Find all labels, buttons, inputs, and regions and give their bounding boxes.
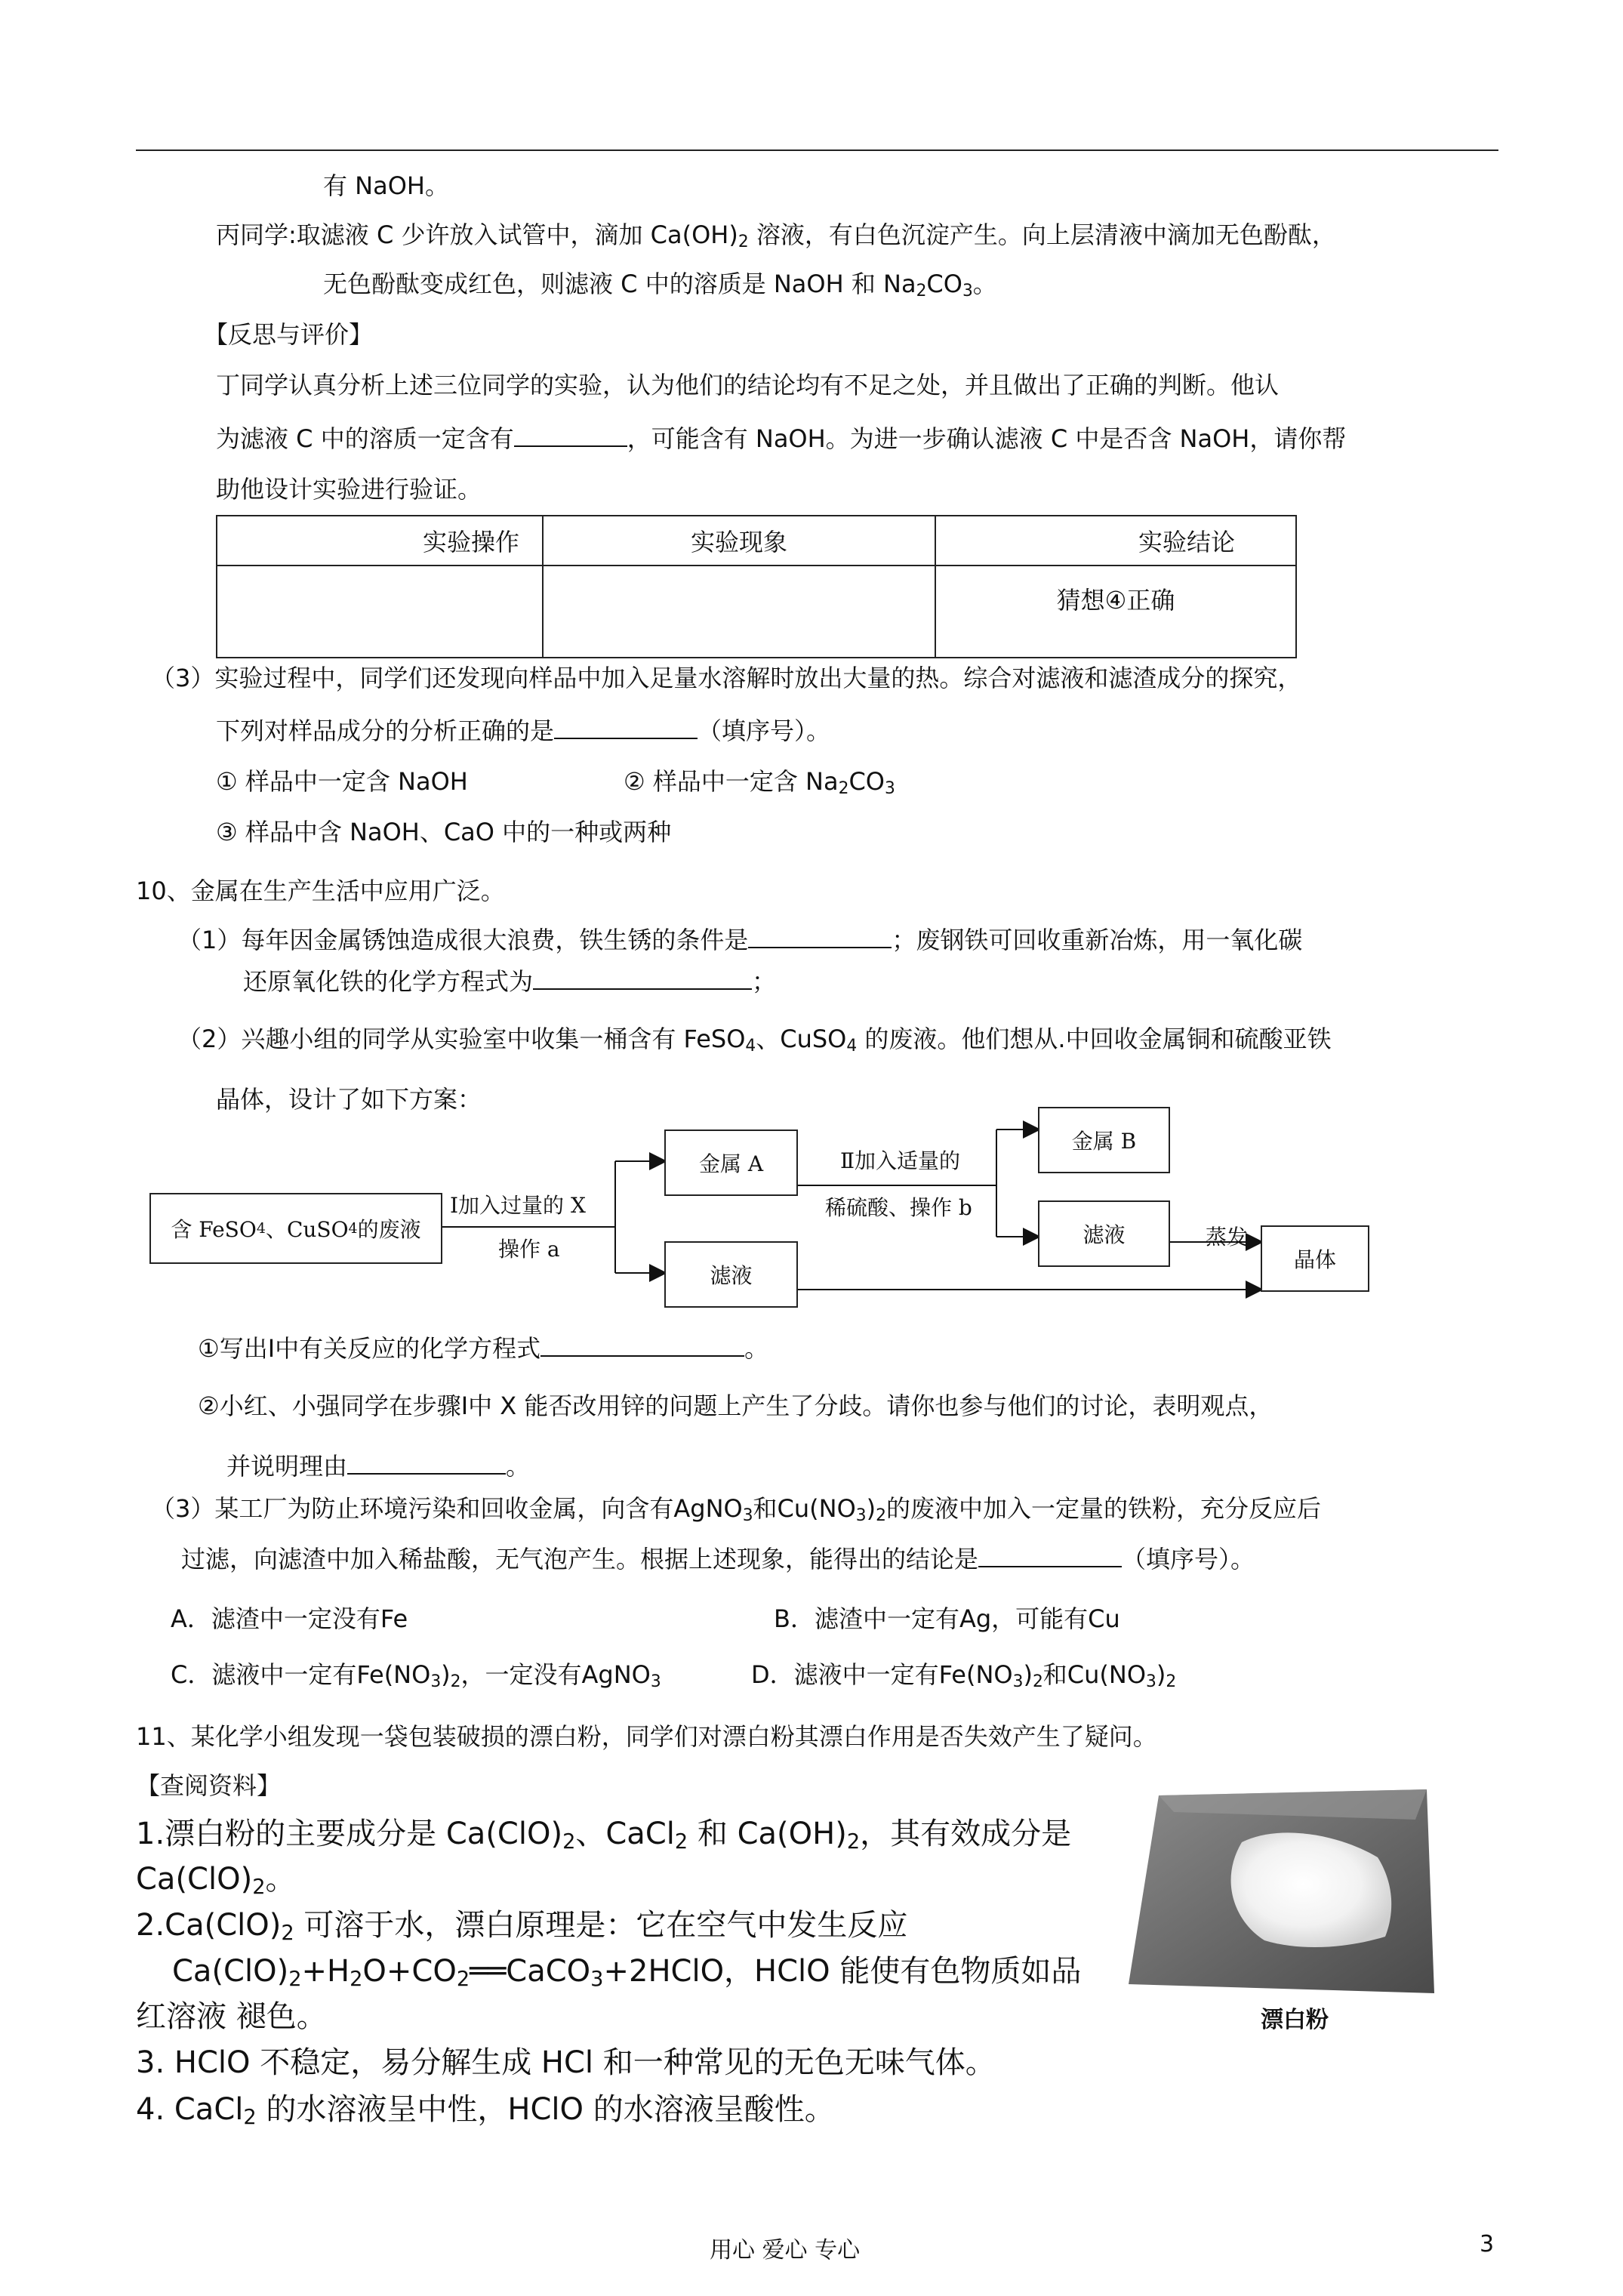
flow-box-metal-b: 金属 B bbox=[1038, 1107, 1170, 1173]
q10-sub2-line1: ②小红、小强同学在步骤Ⅰ中 X 能否改用锌的问题上产生了分歧。请你也参与他们的讨论，表明观点， bbox=[198, 1391, 1273, 1420]
q10-p1-line1: （1）每年因金属锈蚀造成很大浪费，铁生锈的条件是 ；废钢铁可回收重新冶炼，用一氧化碳 bbox=[177, 926, 1303, 954]
answer-blank[interactable] bbox=[978, 1545, 1122, 1567]
answer-blank[interactable] bbox=[540, 1334, 744, 1357]
q10-p2-line2: 晶体，设计了如下方案： bbox=[216, 1085, 482, 1114]
q11-ref2-line2: $Ca(ClO)_2+H_2O+CO_2══CaCO_3+2HClO$，HClO 能使有色物质如品 bbox=[172, 1954, 1082, 1991]
flow-label-step2-bottom: 稀硫酸、操作 b bbox=[825, 1195, 972, 1220]
q10-title: 10、金属在生产生活中应用广泛。 bbox=[136, 877, 505, 905]
footer-motto: 用心 爱心 专心 bbox=[710, 2237, 861, 2264]
flow-label-step1-bottom: 操作 a bbox=[498, 1237, 560, 1262]
answer-blank[interactable] bbox=[347, 1452, 506, 1475]
q3-option-3: ③ 样品中含 NaOH、CaO 中的一种或两种 bbox=[216, 818, 672, 846]
q10-sub1: ①写出Ⅰ中有关反应的化学方程式 。 bbox=[198, 1334, 769, 1363]
q10-sub2-line2: 并说明理由 。 bbox=[226, 1452, 531, 1481]
flow-box-filtrate-1: 滤液 bbox=[664, 1241, 798, 1308]
q11-ref2-line1: $2.Ca(ClO)_2$ 可溶于水，漂白原理是：它在空气中发生反应 bbox=[136, 1908, 908, 1945]
q10-option-c: C．滤液中一定有$Fe(NO_3)_2$，一定没有AgNO$_3$ bbox=[171, 1660, 661, 1691]
page-number: 3 bbox=[1480, 2231, 1495, 2257]
reflection-line2: 为滤液 C 中的溶质一定含有 ，可能含有 NaOH。为进一步确认滤液 C 中是否含 NaOH，请你帮 bbox=[216, 424, 1347, 453]
bing-line2: 无色酚酞变成红色，则滤液 C 中的溶质是 NaOH 和 $Na_2CO_3$。 bbox=[323, 270, 997, 300]
q11-heading: 【查阅资料】 bbox=[136, 1771, 282, 1800]
q10-p3-line2: 过滤，向滤渣中加入稀盐酸，无气泡产生。根据上述现象，能得出的结论是 （填序号）。 bbox=[181, 1545, 1255, 1573]
q11-ref1-line1: 1.漂白粉的主要成分是 $Ca(ClO)_2$、CaCl$_2$ 和 $Ca(OH)_2$，其有效成分是 bbox=[136, 1817, 1072, 1854]
q10-option-a: A．滤渣中一定没有Fe bbox=[171, 1604, 408, 1633]
flow-box-crystal: 晶体 bbox=[1261, 1225, 1369, 1292]
q10-p1-line2: 还原氧化铁的化学方程式为 ； bbox=[243, 967, 777, 996]
bleaching-powder-image bbox=[1129, 1789, 1446, 1997]
photo-caption: 漂白粉 bbox=[1261, 2007, 1329, 2033]
q11-ref1-line2: $Ca(ClO)_2$。 bbox=[136, 1862, 296, 1899]
flow-box-metal-a: 金属 A bbox=[664, 1130, 798, 1196]
q3-line1: （3）实验过程中，同学们还发现向样品中加入足量水溶解时放出大量的热。综合对滤液和滤渣成分的探究， bbox=[151, 664, 1302, 692]
q10-p2-line1: （2）兴趣小组的同学从实验室中收集一桶含有 FeSO$_4$、CuSO$_4$ 的废液。他们想从.中回收金属铜和硫酸亚铁 bbox=[177, 1025, 1332, 1056]
flow-label-evaporate: 蒸发 bbox=[1206, 1225, 1249, 1250]
flow-label-step2-top: Ⅱ加入适量的 bbox=[840, 1148, 961, 1173]
q11-ref2-line3: 红溶液 褪色。 bbox=[136, 1999, 327, 2034]
table-cell: 猜想④正确 bbox=[935, 566, 1296, 658]
q10-p3-line1: （3）某工厂为防止环境污染和回收金属，向含有AgNO$_3$和$Cu(NO_3)_2$的废液中加入一定量的铁粉，充分反应后 bbox=[151, 1494, 1321, 1525]
flow-box-filtrate-2: 滤液 bbox=[1038, 1200, 1170, 1267]
q3-option-1: ① 样品中一定含 NaOH bbox=[216, 767, 468, 796]
flow-box-waste-liquid: 含 FeSO 4 、CuSO 4 的废液 bbox=[149, 1193, 442, 1264]
q3-line2: 下列对样品成分的分析正确的是 （填序号）。 bbox=[216, 717, 831, 745]
bing-line1: 丙同学:取滤液 C 少许放入试管中，滴加 $Ca(OH)_2$ 溶液，有白色沉淀产生。向上层清液中滴加无色酚酞， bbox=[216, 220, 1336, 251]
table-header-cell: 实验结论 bbox=[935, 516, 1296, 566]
reflection-heading: 【反思与评价】 bbox=[204, 320, 374, 349]
flow-label-step1-top: Ⅰ加入过量的 X bbox=[450, 1193, 586, 1218]
q10-option-b: B．滤渣中一定有Ag，可能有Cu bbox=[774, 1604, 1120, 1633]
reflection-line1: 丁同学认真分析上述三位同学的实验，认为他们的结论均有不足之处，并且做出了正确的判断。他认 bbox=[216, 371, 1280, 399]
table-header-cell: 实验现象 bbox=[543, 516, 935, 566]
q11-ref3: 3. HClO 不稳定，易分解生成 HCl 和一种常见的无色无味气体。 bbox=[136, 2045, 996, 2080]
q11-ref4: 4. CaCl$_2$ 的水溶液呈中性，HClO 的水溶液呈酸性。 bbox=[136, 2092, 835, 2129]
intro-line0: 有 NaOH。 bbox=[323, 171, 449, 200]
reflection-line3: 助他设计实验进行验证。 bbox=[216, 475, 482, 504]
q10-option-d: D．滤液中一定有$Fe(NO_3)_2$和$Cu(NO_3)_2$ bbox=[751, 1660, 1177, 1691]
q11-title: 11、某化学小组发现一袋包装破损的漂白粉，同学们对漂白粉其漂白作用是否失效产生了疑问。 bbox=[136, 1722, 1157, 1751]
q3-option-2: ② 样品中一定含 $Na_2CO_3$ bbox=[624, 767, 895, 798]
table-header-cell: 实验操作 bbox=[217, 516, 543, 566]
